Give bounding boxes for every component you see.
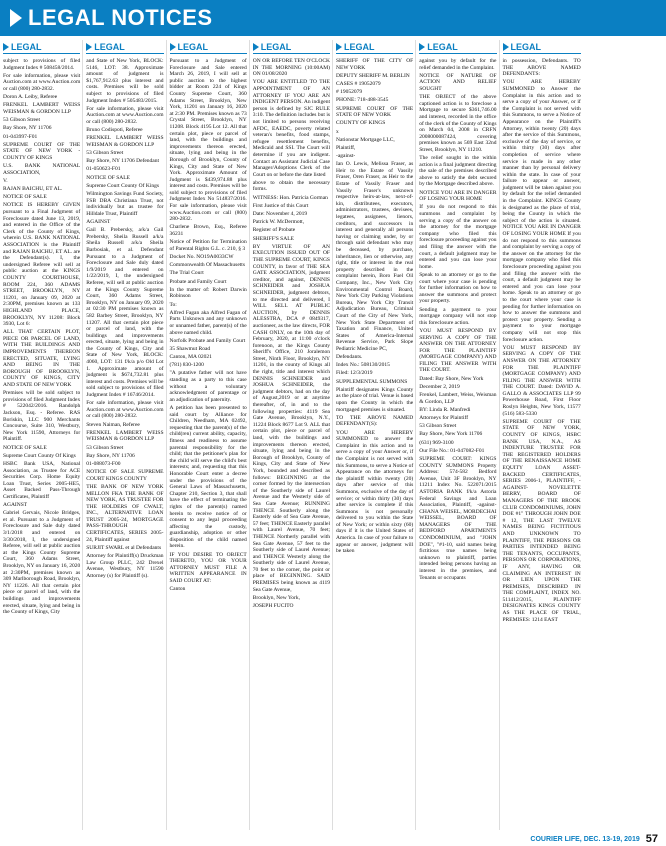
notice-paragraph: YOU MUST RESPOND BY SERVING A COPY OF THE ANSWER ON THE ATTORNEY FOR THE PLAINTIFF (MORTGAGE COMPANY) AND FILING THE ANSWER WITH THE COURT. Dated: DAVID A. GALLO & ASSOCIATES LLP 99 Powerhouse Road, First Floor Roslyn Heights, New York, 11577 (516) 583-5330	[502, 344, 581, 417]
notice-paragraph: IF YOU DESIRE TO OBJECT THERETO, YOU OR YOUR ATTORNEY MUST FILE A WRITTEN APPEARANCE IN SAID COURT AT:	[169, 551, 247, 585]
notice-paragraph: Nationstar Mortgage LLC,	[336, 136, 395, 143]
notice-paragraph: The relief sought in the within action is a final judgment directing the sale of the premises described above to satisfy the debt secured by the Mortgage described above.	[419, 155, 497, 188]
notice-paragraph: WITNESS: Hon. Patricia Gorman	[252, 194, 328, 201]
notice-paragraph: Notice of Petition for Termination of Parental Rights G.L. c. 210, § 3	[169, 239, 247, 252]
publication-info: COURIER LIFE, DEC. 13-19, 2019	[530, 835, 640, 843]
notice-paragraph: BY: Linda R. Manfredi	[419, 406, 471, 413]
notice-paragraph: AGAINST	[3, 502, 28, 509]
notice-column	[167, 40, 250, 830]
notice-paragraph: Plaintiff designates Kings County as the place of trial. Venue is based upon the County in which the mortgaged premises is situated.	[336, 386, 414, 413]
notice-paragraph: Doron A. Leiby, Referee	[3, 94, 58, 101]
arrow-icon	[170, 43, 176, 51]
notice-paragraph: If you do not respond to this summons and complaint by serving a copy of the answer on the attorney for the mortgage company who filed this foreclosure proceeding against you and filing the answer with the court, a default judgment may be entered and you can lose your home.	[419, 204, 497, 270]
notice-paragraph: 01-050623-F01	[86, 166, 121, 173]
page-number: 57	[645, 833, 658, 845]
column-label: LEGAL	[427, 41, 458, 52]
notice-column	[0, 40, 83, 830]
notice-paragraph: SURJIT SWARL et al Defendants	[86, 544, 162, 551]
notice-paragraph: Canton	[169, 586, 186, 593]
notice-paragraph: A petition has been presented to said court by Alliance for Children, Needham, MA 02492, requesting that the parent(s) of the child(ren) current ability, capacity, fitness and readiness to assume parental responsibility for the child; that the petitioner's plan for the child will serve the child's best interests; and, requesting that this Honorable Court enter a decree under the provisions of the General Laws of Massachusetts, Chapter 210, Section 3, that shall have the effect of terminating the rights of the parent(s) named herein to receive notice of or consent to any legal proceeding affecting the custody, guardianship, adoption or other disposition of the child named herein.	[169, 405, 247, 550]
notice-paragraph: The Trial Court	[169, 270, 204, 277]
notice-paragraph: Ian O. Lewis, Melissa Fraser, as Heir to the Estate of Vassily Fraser, Oren Fraser, as Heir to the Estate of Vassily Fraser and Vassily Fraser's unknown respective heirs-at-law, next-of-kin, distributees, executors, administrators, trustees, devisees, legatees, assignees, lienors, creditors, and successors in interest and generally all persons having or claiming under, by or through said defendant who may be deceased, by purchase, inheritance, lien or otherwise, any right, title or interest in the real property described in the complaint herein, Boro Fuel Oil Company, Inc., New York City Environmental Control Board, New York City Parking Violations Bureau, New York City Transit Adjudication Bureau, Criminal Court of the City of New York, New York State Department of Taxation and Finance, United States of America-Internal Revenue Service, Park Slope Pediatric Medicine PC,	[336, 161, 414, 352]
notice-paragraph: THE OBJECT of the above captioned action is to foreclose a Mortgage to secure $361,746.00 and interest, recorded in the office of the clerk of the County of Kings on March 04, 2008 in CRFN 2008000087424, covering premises known as 569 East 32nd Street, Brooklyn, NY 11210.	[419, 94, 497, 153]
notice-paragraph: Bay Shore, NY 11706	[86, 452, 135, 459]
notice-paragraph: Wilmington Savings Fund Society, FSB DBA Christiana Trust, not individually but as trustee for Hilldale Trust, Plaintiff	[86, 191, 164, 217]
notice-paragraph: 53 Gibson Street	[86, 150, 124, 157]
notice-paragraph: 01-088073-F00	[86, 460, 121, 467]
arrow-icon	[10, 9, 22, 27]
notice-paragraph: NOTICE IS HEREBY GIVEN pursuant to a Final Judgment of Foreclosure dated June 13, 2019, and entered in the Office of the Clerk of the County of Kings, wherein U.S. BANK NATIONAL ASSOCIATION is the Plaintiff and RAJAN BAICHU, ET AL. are the Defendant(s). I, the undersigned Referee will sell at public auction at the KINGS COUNTY COURTHOUSE, ROOM 224, 360 ADAMS STREET, BROOKLYN, NY 11201, on January 09, 2020 at 2:30PM, premises known as 133 HIGHLAND PLACE, BROOKLYN, NY 11208: Block 3930, Lot 6:	[3, 202, 81, 328]
page-footer	[0, 832, 666, 846]
notice-paragraph: FRENKEL LAMBERT WEISS WEISMAN & GORDON LLP	[86, 135, 164, 148]
notice-paragraph: Steven Naiman, Referee	[86, 421, 140, 428]
notice-paragraph: Brooklyn, New York,	[252, 594, 300, 601]
notice-column	[83, 40, 166, 830]
notice-paragraph: Bay Shore, NY 11706	[3, 125, 52, 132]
notice-paragraph: For sale information, please visit Auction.com at www.Auction.com or call (800) 280-2832.	[86, 400, 164, 420]
column-label: LEGAL	[11, 41, 42, 52]
column-label: LEGAL	[260, 41, 292, 52]
notice-paragraph: COUNTY OF KINGS	[336, 120, 386, 127]
notice-paragraph: RAJAN BAICHU, ET AL.	[3, 186, 63, 193]
notice-paragraph: (631) 969-3100	[419, 439, 454, 446]
notice-paragraph: 01-043997-F01	[3, 133, 38, 140]
notice-column	[500, 40, 583, 830]
notice-paragraph: THE BANK OF NEW YORK MELLON FKA THE BANK OF NEW YORK, AS TRUSTEE FOR THE HOLDERS OF CWALT, INC., ALTERNATIVE LOAN TRUST 2005-24, MORTGAGE PASS-THROUGH CERTIFICATES, SERIES 2005-24, Plaintiff against	[86, 483, 164, 543]
notice-paragraph: Bay Shore, New York 11706	[419, 431, 483, 438]
notice-paragraph: and State of New York, BLOCK: 5146, LOT: 38. Approximate amount of judgment is $1,767,912.63 plus interest and costs. Premises will be sold subject to provisions of filed Judgment Index # 505483/2015.	[86, 58, 164, 104]
notice-paragraph: Sending a payment to your mortgage company will not stop this foreclosure action.	[419, 306, 497, 326]
notice-paragraph: NOTICE OF SALE	[3, 444, 47, 451]
column-label: LEGAL	[94, 41, 125, 52]
column-header	[419, 40, 496, 54]
notice-paragraph: AGAINST	[86, 219, 111, 225]
notice-paragraph: V.	[3, 177, 8, 184]
notice-column	[416, 40, 499, 830]
notice-paragraph: CASES # 19052079	[336, 80, 381, 87]
notice-paragraph: SHERIFF OF THE CITY OF NEW YORK	[336, 58, 414, 71]
notice-paragraph: Defendants.	[336, 354, 363, 361]
notice-paragraph: Index No.: 508130/2015	[336, 362, 390, 369]
notice-paragraph: Attorney for Plaintiff(s) Druckman Law Group PLLC, 242 Drexel Avenue, Westbury, NY 11590 Attorney (s) for Plaintiff (s).	[86, 553, 164, 579]
notice-paragraph: Patrick W. McDermott,	[252, 219, 305, 226]
notice-paragraph: Norfolk Probate and Family Court	[169, 337, 246, 344]
notice-paragraph: Probate and Family Court	[169, 278, 227, 285]
notice-paragraph: SUPREME COURT OF THE STATE OF NEW YORK	[336, 105, 414, 119]
notice-paragraph: Charlene Brown, Esq., Referee 36231	[169, 224, 247, 238]
column-header	[503, 40, 581, 54]
notice-paragraph: (781) 830-1200	[169, 362, 204, 369]
notice-paragraph: Our File No.: 01-047082-F01	[419, 447, 485, 454]
notice-paragraph: Alfred Fagan aka Alfred Fagan of Parts Unknown and any unknown or unnamed father, parent(s) of the above named child.	[169, 309, 247, 336]
notice-paragraph: SUPREME COURT OF THE STATE OF NEW YORK - COUNTY OF KINGS	[3, 141, 81, 161]
notice-paragraph: TO THE ABOVE NAMED DEFENDANT(S):	[336, 414, 414, 428]
column-label: LEGAL	[510, 41, 541, 52]
notice-paragraph: Pursuant to a Judgment of Foreclosure and Sale entered March 26, 2019, I will sell at public auction to the highest bidder at Room 224 of Kings County Supreme Court, 360 Adams Street, Brooklyn, New York, 11201 on January 16, 2020 at 2:30 PM. Premises known as 73 Crystal Street, Brooklyn, NY 11208. Block 4195 Lot 12. All that certain plot, piece or parcel of land, with the buildings and improvements thereon erected, situate, lying and being in the Borough of Brooklyn, County of Kings, City and State of New York. Approximate Amount of Judgment is $439,974.88 plus interest and costs. Premises will be sold subject to provisions of filed Judgment Index No 514837/2016. For sale information, please visit www.Auction.com or call (800) 280-2832.	[169, 58, 247, 223]
notice-paragraph: Filed: 12/3/2019	[336, 370, 373, 377]
notice-paragraph: BY VIRTUE OF AN EXECUTION ISSUED OUT OF THE SUPREME COURT, KINGS COUNTY, in favor of THE SEA GATE ASSOCIATION, judgment creditor, and against, DENNIS SCHNEIDER and JOSHUA SCHNEIDER, judgment debtors, to me directed and delivered, I WILL SELL AT PUBLIC AUCTION, by DENNIS ALESSTRA, DCA # 0849317, auctioneer, as the law directs, FOR CASH ONLY, on the 10th day of February, 2020, at 11:00 o'clock forenoon, at the Kings County Sheriff's Office, 210 Joralemon Street, Ninth Floor, Brooklyn, NY 11201, in the county of Kings all the right, title and interest which DENNIS SCHNEIDER and JOSHUA SCHNEIDER, the judgment debtors, had on the day of August,2019 or at anytime thereafter, of, in and to the following properties: 4119 Sea Gate Avenue, Brooklyn, N.Y., 11224 Block 8677 Lot 9. ALL that certain plot, piece or parcel of land, with the buildings and improvements thereon erected, situate, lying and being in the Borough of Brooklyn, County of Kings, City and State of New York, bounded and described as follows: BEGINNING at the corner formed by the intersection of the Southerly side of Laurel Avenue and the Westerly side of Sea Gate Avenue; RUNNING THENCE Southerly along the Easterly side of Sea Gate Avenue, 57 feet; THENCE Easterly parallel with Laurel Avenue, 70 feet; THENCE Northerly parallel with Sea Gate Avenue, 57 feet to the Southerly side of Laurel Avenue; and THENCE Westerly along the Southerly side of Laurel Avenue, 70 feet to the corner, the point or place of BEGINNING. SAID PREMISES being known as 4119 Sea Gate Avenue,	[252, 243, 330, 593]
notice-paragraph: First Justice of this Court	[252, 202, 309, 209]
notice-paragraph: To:	[169, 301, 177, 308]
notice-paragraph: NOTICE OF NATURE OF ACTION AND RELIEF SOUGHT	[419, 72, 497, 92]
notice-paragraph: ALL THAT CERTAIN PLOT, PIECE OR PARCEL OF LAND, WITH THE BUILDINGS AND IMPROVEMENTS THEREON ERECTED, SITUATE, LYING AND BEING IN THE BOROUGH OF BROOKLYN, COUNTY OF KINGS, CITY AND STATE OF NEW YORK	[3, 329, 81, 389]
notice-paragraph: Gail B. Prebersky, a/k/a Gail Prebersky, Sheila Russell a/k/a Sheila Russell a/k/a Sheila Barbosiak, et al. Defendant Pursuant to a Judgment of Foreclosure and Sale duly dated 1/9/2019 and entered on 1/22/2019, I, the undersigned Referee, will sell at public auction at the Kings County Supreme Court, 360 Adams Street, Brooklyn, NY on January 09, 2020 at 02:30 PM premises known as 582 Barbey Street, Brooklyn, NY 11207. All that certain plot piece or parcel of land, with the buildings and improvements erected, situate, lying and being in the County of Kings, City and State of New York, BLOCK: 4060, LOT: 131 f/k/a p/o Old Lot 1. Approximate amount of judgment is $674,732.81 plus interest and costs. Premises will be sold subject to provisions of filed Judgment Index # 16746/2014.	[86, 227, 164, 399]
notice-paragraph: U.S. BANK NATIONAL ASSOCIATION,	[3, 163, 81, 176]
section-title: LEGAL NOTICES	[28, 5, 213, 30]
notice-paragraph: For sale information, please visit Auction.com at www.Auction.com or call (800) 280-2832.	[86, 105, 164, 125]
notice-paragraph: Bay Shore, NY 11706 Defendant	[86, 158, 160, 165]
notice-paragraph: SUPREME COURT OF THE STATE OF NEW YORK, COUNTY OF KINGS, HSBC BANK USA, N.A., AS INDENTURE TRUSTEE FOR THE REGISTERED HOLDERS OF THE RENAISSANCE HOME EQUITY LOAN ASSET-BACKED CERTIFICATES, SERIES 2006-1, PLAINTIFF, -AGAINST- NOVELETTE BERRY, BOARD OF MANAGERS OF THE BROOK CLUB CONDOMINIUMS, JOHN DOE #1" THROUGH JOHN DOE # 12, THE LAST TWELVE NAMES BEING FICTITIOUS AND UNKNOWN TO PLAINTIFF, THE PERSONS OR PARTIES INTENDED BEING THE TENANTS, OCCUPANTS, PERSONS OR CORPORATIONS, IF ANY, HAVING OR CLAIMING AN INTEREST IN OR LIEN UPON THE PREMISES, DESCRIBED IN THE COMPLAINT, INDEX NO. 511412/2015, PLAINTIFF DESIGNATES KINGS COUNTY AS THE PLACE OF TRIAL, PREMISES: 1214 EAST	[502, 418, 581, 623]
column-header	[3, 40, 80, 54]
notice-paragraph: Supreme Court County Of Kings	[3, 452, 76, 459]
notice-paragraph: Supreme Court County Of Kings	[86, 182, 159, 189]
notice-paragraph: 53 Gibson Street	[3, 117, 40, 124]
notice-paragraph: subject to provisions of filed Judgment Index # 508458/2014.	[3, 58, 81, 71]
notice-paragraph: 53 Gibson Street	[86, 444, 124, 451]
notice-paragraph: In the matter of: Robert Darwin Robinson	[169, 286, 247, 300]
arrow-icon	[3, 43, 9, 51]
notice-paragraph: DEPUTY SHERIFF M. BERLIN	[336, 72, 410, 79]
notice-paragraph: Attorneys for Plaintiff	[419, 415, 469, 421]
notice-column	[250, 40, 333, 830]
notice-paragraph: NOTICE OF SALE	[3, 194, 47, 201]
notice-paragraph: Commonwealth Of Massachusetts	[169, 262, 245, 269]
notice-paragraph: For sale information, please visit Auction.com at www.Auction.com or call (800) 280-2832.	[3, 72, 81, 92]
notice-paragraph: JOSEPH FUCITO	[252, 603, 294, 610]
notice-columns	[0, 40, 666, 830]
notice-paragraph: NOTICE YOU ARE IN DANGER OF LOSING YOUR HOME	[419, 189, 497, 203]
column-label: LEGAL	[177, 41, 208, 52]
notice-paragraph: x	[336, 128, 339, 135]
notice-paragraph: against you by default for the relief demanded in the Complaint.	[419, 58, 497, 71]
notice-paragraph: FRENKEL LAMBERT WEISS WEISMAN & GORDON LLP	[86, 429, 164, 443]
notice-paragraph: -against-	[336, 153, 356, 160]
arrow-icon	[503, 43, 509, 51]
section-banner	[0, 0, 666, 36]
arrow-icon	[86, 43, 92, 51]
notice-paragraph: HSBC Bank USA, National Association, as Trustee for ACE Securities Corp. Home Equity Loan Trust, Series 2005-HE5, Asset Backed Pass-Through Certificates, Plaintiff	[3, 460, 81, 500]
column-label: LEGAL	[344, 41, 375, 52]
notice-paragraph: YOU ARE HEREBY SUMMONED to Answer the Complaint in this action and to serve a copy of your Answer, or if the Complaint is not served with this Summons, to serve a Notice of Appearance on the Plaintiff's Attorney, within twenty (20) days after the service of this Summons, exclusive of the day of service, or within thirty (30) days after completion of service where service is made in any other manner than by personal delivery within the state. In case of your failure to appear or answer, judgment will be taken against you by default for the relief demanded in the Complaint. KINGS County is designated as the place of trial, being the County in which the subject of the action is situated. NOTICE YOU ARE IN DANGER OF LOSING YOUR HOME If you do not respond to this summons and complaint by serving a copy of the answer on the attorney for the mortgage company who filed this foreclosure proceeding against you and filing the answer with the court, a default judgment may be entered and you can lose your home. Speak to an attorney or go to the court where your case is pending for further information on how to answer the summons and protect your property. Sending a payment to your mortgage company will not stop this foreclosure action.	[502, 79, 581, 343]
notice-paragraph: in possession, Defendants. TO THE ABOVE NAMED DEFENDANTS:	[502, 58, 581, 78]
column-header	[336, 40, 413, 54]
notice-column	[333, 40, 416, 830]
notice-paragraph: NOTICE OF SALE SUPREME COURT KINGS COUNTY	[86, 469, 164, 482]
notice-paragraph: SHERIFF'S SALE	[252, 235, 294, 242]
notice-paragraph: YOU MUST RESPOND BY SERVING A COPY OF THE ANSWER ON THE ATTORNEY FOR THE PLAINTIFF (MORTGAGE COMPANY) AND FILING THE ANSWER WITH THE COURT.	[419, 327, 497, 374]
notice-paragraph: Gabriel Gervais, Nicole Bridges, et al. Pursuant to a Judgment of Foreclosure and Sale duly dated 3/1/2018 and entered on 3/30/2018, I, the undersigned Referee, will sell at public auction at the Kings County Supreme Court, 360 Adams Street, Brooklyn, NY on January 16, 2020 at 2:30PM, premises known as 309 Marlborough Road, Brooklyn, NY 11226. All that certain plot piece or parcel of land, with the buildings and improvements erected, situate, lying and being in the County of Kings, City	[3, 510, 81, 616]
notice-paragraph: Dated: Bay Shore, New York	[419, 375, 484, 382]
notice-paragraph: YOU ARE HEREBY SUMMONED to answer the Complaint in this action and to serve a copy of your Answer or, if the Complaint is not served with this Summons, to serve a Notice of Appearance on the attorneys for the plaintiff within twenty (20) days after service of this Summons, exclusive of the day of service; or within thirty (30) days after service is complete if this Summons is not personally delivered to you within the State of New York; or within sixty (60) days if it is the United States of America. In case of your failure to appear or answer, judgment will be taken	[336, 429, 414, 555]
notice-paragraph: Frenkel, Lambert, Weiss, Weisman & Gordon, LLP	[419, 392, 497, 405]
notice-paragraph: # 19052079	[336, 89, 363, 96]
column-header	[86, 40, 163, 54]
notice-paragraph: ON OR BEFORE TEN O'CLOCK IN THE MORNING (10:00AM) ON 01/08/2020	[252, 58, 330, 78]
notice-paragraph: Canton, MA 02021	[169, 354, 212, 361]
notice-paragraph: YOU ARE ENTITLED TO THE APPOINTMENT OF AN ATTORNEY IF YOU ARE AN INDIGENT PERSON. An indigent person is defined by SJC RULE 3:10. The definition includes but is not limited to persons receiving AFDC, EAEDC, poverty related veteran's benefits, food stamps, refugee resettlement benefits, Medicaid and SSI. The Court will determine if you are indigent. Contact an Assistant Judicial Case Manager/Adoptions Clerk of the Court on or before the date listed	[252, 79, 330, 178]
column-header	[170, 40, 247, 54]
notice-paragraph: 35 Shawmut Road	[169, 345, 211, 352]
arrow-icon	[419, 43, 425, 51]
notice-paragraph: Speak to an attorney or go to the court where your case is pending for further information on how to answer the summons and protect your property.	[419, 271, 497, 305]
notice-paragraph: Register of Probate	[252, 227, 296, 234]
notice-paragraph: Premises will be sold subject to provisions of filed Judgment Index # 522042/2016. Randolph Jackson, Esq. - Referee. RAS Boriskin, LLC 900 Merchants Concourse, Suite 310, Westbury, New York 11590, Attorneys for Plaintiff.	[3, 390, 81, 443]
notice-paragraph: SUPPLEMENTAL SUMMONS	[336, 378, 408, 385]
notice-paragraph: SUPREME COURT: KINGS COUNTY SUMMONS Property Address: 574-582 Bedford Avenue, Unit 3F Brooklyn, NY 11211 Index No. 522071/2015 ASTORIA BANK f/k/a Astoria Federal Savings and Loan Association, Plaintiff, -against- CHANA WEISEL, MORDECHAI WEISSEL, BOARD OF MANAGERS OF THE BEDFORD APARTMENTS CONDOMINIUM, and "JOHN DOE", "#1-10, said names being fictitious true names being unknown to plaintiff, parties intended being persons having an interest in the premises, and Tenants or occupants	[419, 455, 497, 581]
notice-paragraph: Bruno Codispoti, Referee	[86, 127, 143, 134]
notice-paragraph: "A putative father will not have standing as a party to this case without a voluntary acknowledgment of parentage or an adjudication of paternity.	[169, 370, 247, 403]
notice-paragraph: PHONE: 718-488-3545	[336, 97, 389, 104]
notice-paragraph: above to obtain the necessary forms.	[252, 179, 330, 193]
arrow-icon	[336, 43, 342, 51]
notice-paragraph: December 2, 2019	[419, 383, 460, 390]
notice-paragraph: Docket No. NO19A0033CW	[169, 254, 234, 260]
notice-paragraph: FRENKEL LAMBERT WEISS WEISMAN & GORDON LLP	[3, 102, 81, 115]
arrow-icon	[253, 43, 259, 51]
notice-paragraph: Plaintiff,	[336, 144, 356, 151]
notice-paragraph: NOTICE OF SALE	[86, 174, 130, 181]
notice-paragraph: 53 Gibson Street	[419, 423, 457, 430]
column-header	[253, 40, 330, 54]
notice-paragraph: Date: November 4, 2019	[252, 211, 308, 218]
